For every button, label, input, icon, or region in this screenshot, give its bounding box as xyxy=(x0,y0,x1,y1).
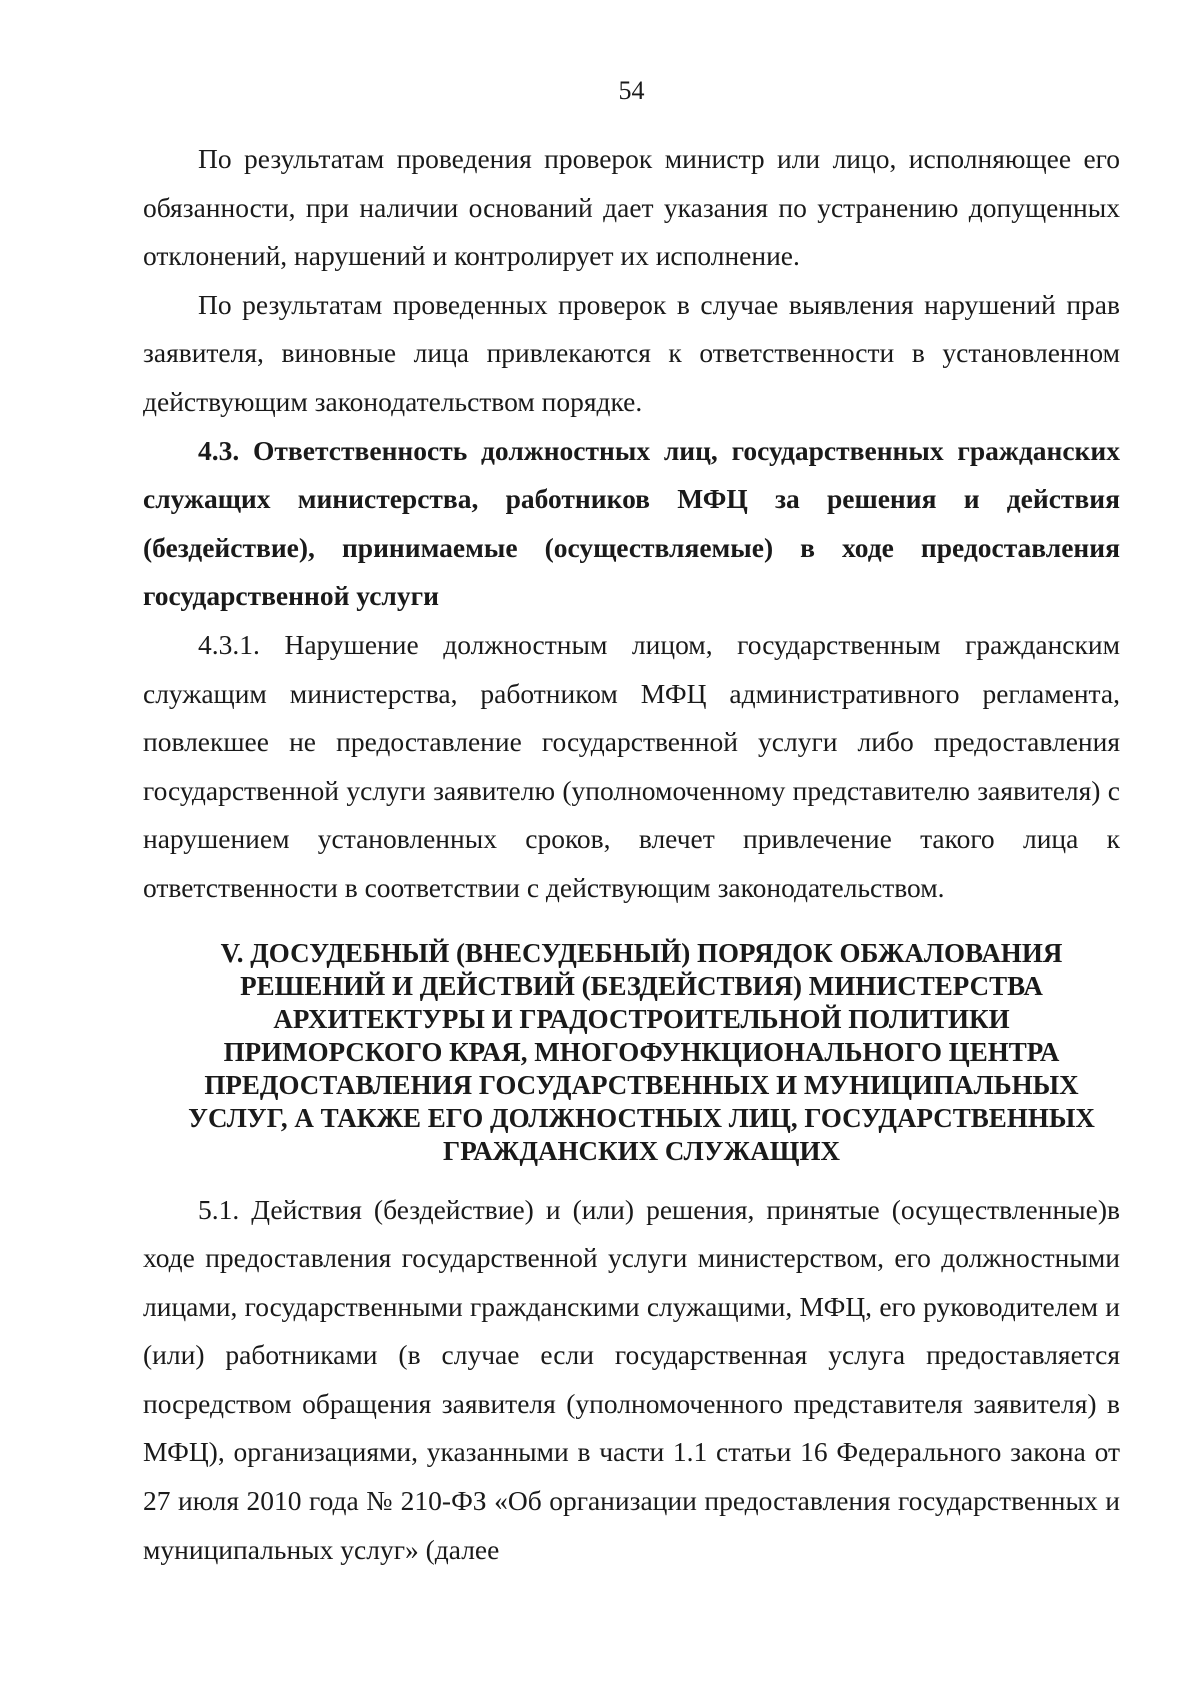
paragraph-inspection-results: По результатам проведения проверок министр или лицо, исполняющее его обязанности, при наличии оснований дает указания по устранению допущенных отклонений, нарушений и контролирует их исполнение. xyxy=(143,143,1120,272)
subsection-heading-4-3: 4.3. Ответственность должностных лиц, государственных гражданских служащих министерства, работников МФЦ за решения и действия (бездействие), принимаемые (осуществляемые) в ходе предоставления государственной услуги xyxy=(143,434,1120,612)
document-body xyxy=(143,135,1120,1574)
paragraph-violations-liability: По результатам проведенных проверок в случае выявления нарушений прав заявителя, виновные лица привлекаются к ответственности в установленном действующим законодательством порядке. xyxy=(143,288,1120,417)
section-heading-v: V. ДОСУДЕБНЫЙ (ВНЕСУДЕБНЫЙ) ПОРЯДОК ОБЖАЛОВАНИЯ РЕШЕНИЙ И ДЕЙСТВИЙ (БЕЗДЕЙСТВИЯ) МИНИСТЕРСТВА АРХИТЕКТУРЫ И ГРАДОСТРОИТЕЛЬНОЙ ПОЛИТИКИ ПРИМОРСКОГО КРАЯ, МНОГОФУНКЦИОНАЛЬНОГО ЦЕНТРА ПРЕДОСТАВЛЕНИЯ ГОСУДАРСТВЕННЫХ И МУНИЦИПАЛЬНЫХ УСЛУГ, А ТАКЖЕ ЕГО ДОЛЖНОСТНЫХ ЛИЦ, ГОСУДАРСТВЕННЫХ ГРАЖДАНСКИХ СЛУЖАЩИХ xyxy=(188,937,1095,1166)
paragraph-5-1: 5.1. Действия (бездействие) и (или) решения, принятые (осуществленные)в ходе предоставления государственной услуги министерством, его должностными лицами, государственными гражданскими служащими, МФЦ, его руководителем и (или) работниками (в случае если государственная услуга предоставляется посредством обращения заявителя (уполномоченного представителя заявителя) в МФЦ), организациями, указанными в части 1.1 статьи 16 Федерального закона от 27 июля 2010 года № 210-ФЗ «Об организации предоставления государственных и муниципальных услуг» (далее xyxy=(143,1193,1120,1565)
section-spacer xyxy=(143,913,1120,937)
page-number: 54 xyxy=(618,76,645,105)
heading-spacer xyxy=(143,1168,1120,1186)
paragraph-4-3-1: 4.3.1. Нарушение должностным лицом, государственным гражданским служащим министерства, работником МФЦ административного регламента, повлекшее не предоставление государственной услуги либо предоставления государственной услуги заявителю (уполномоченному представителю заявителя) с нарушением установленных сроков, влечет привлечение такого лица к ответственности в соответствии с действующим законодательством. xyxy=(143,628,1120,903)
